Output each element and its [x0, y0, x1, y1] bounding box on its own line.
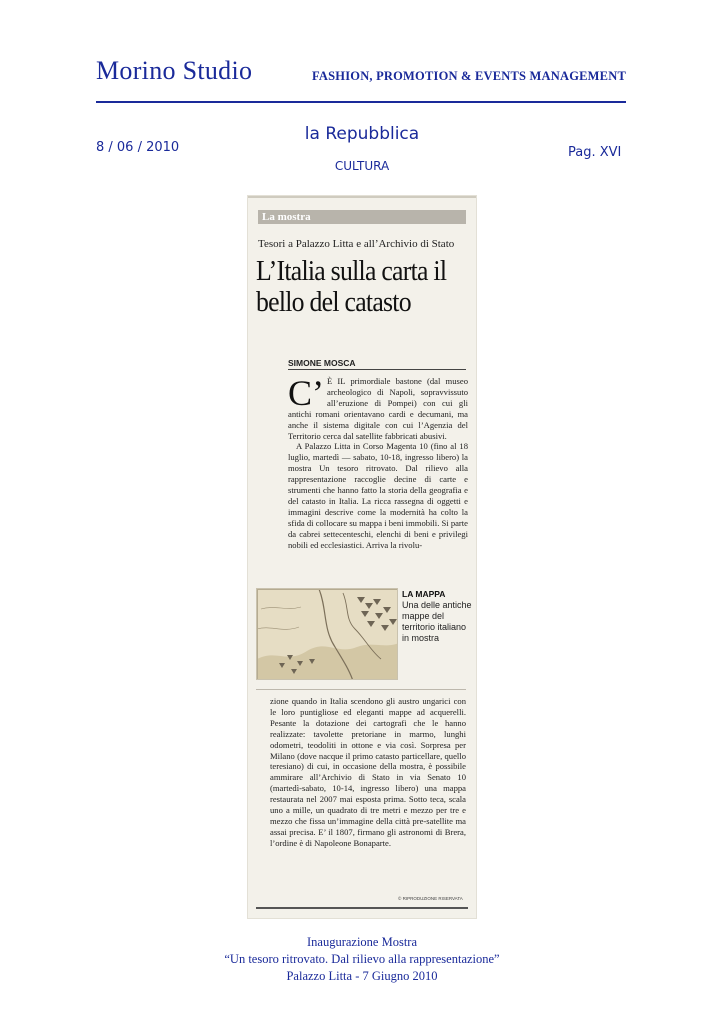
newspaper-clipping [248, 196, 476, 918]
article-paragraph: A Palazzo Litta in Corso Magenta 10 (fino al 18 luglio, martedì — sabato, 10-18, ingresso libero) la mostra Un tesoro ritrovato. Dal rilievo alla rappresentazione raccoglie decine di carte e strumenti che hanno fatto la storia della geografia e del catasto in Italia. La ricca rassegna di oggetti e immagini descrive come la modernità ha colto la sfida di collocare su mappa i beni immobili. Si parte da cabrei settecenteschi, elenchi di beni e privilegi nobili ed ecclesiastici. Arriva la rivolu- [288, 441, 468, 550]
reproduction-note: © RIPRODUZIONE RISERVATA [398, 896, 463, 901]
article-headline: L’Italia sulla carta il bello del catasto [256, 256, 447, 318]
antique-map-image [256, 588, 398, 680]
clipping-bottom-rule [256, 907, 468, 909]
newspaper-section: CULTURA [334, 159, 390, 173]
publication-date: 8 / 06 / 2010 [96, 140, 180, 155]
article-kicker: La mostra [262, 211, 311, 223]
footer-event-title: Inaugurazione Mostra [306, 935, 418, 949]
article-subhead: Tesori a Palazzo Litta e all’Archivio di Stato [258, 238, 455, 250]
footer-venue-date: Palazzo Litta - 7 Giugno 2010 [286, 969, 438, 983]
article-column-1 [288, 373, 468, 551]
article-paragraph: È IL primordiale bastone (dal museo archeologico di Napoli, sopravvissuto all’eruzione di Pompei) con cui gli antichi romani orientavano cardi e decumani, ma anche il sistema digitale con cui l’Agenzia del Territorio cerca dal satellite fabbricati abusivi. [288, 376, 468, 441]
article-column-2 [270, 696, 466, 849]
byline-divider [288, 369, 466, 370]
brand-tagline: FASHION, PROMOTION & EVENTS MANAGEMENT [312, 69, 626, 83]
article-byline: SIMONE MOSCA [288, 358, 356, 368]
article-paragraph: zione quando in Italia scendono gli austro ungarici con le loro puntigliose ed eleganti mappe ad acquerelli. Pesante la dotazione dei cartografi che le hanno realizzate: tavolette pretoriane in marmo, lunghi odometri, teodoliti in ottone e via così. Sorpresa per Milano (dove nacque il primo catasto particellare, quello teresiano) di cui, in occasione della mostra, è possibile ammirare all’Archivio di Stato in via Senato 10 (martedì-sabato, 10-14, ingresso libero) una mappa restaurata nel 2007 mai esposta prima. Sotto teca, scala uno a mille, un quadrato di tre metri e mezzo per tre e mezzo che fissa un’immagine della città pre-satellite ma assai precisa. E’ il 1807, firmano gli astronomi di Brera, l’ordine è di Napoleone Bonaparte. [270, 696, 466, 848]
header-divider [96, 101, 626, 103]
antique-map-illustration [257, 589, 398, 680]
map-caption: Una delle antiche mappe del territorio italiano in mostra [402, 600, 472, 643]
footer-exhibition-name: “Un tesoro ritrovato. Dal rilievo alla rappresentazione” [224, 952, 500, 966]
map-label: LA MAPPA [402, 589, 446, 599]
clipping-top-edge [248, 196, 476, 198]
brand-name: Morino Studio [96, 56, 253, 85]
newspaper-name: la Repubblica [304, 124, 420, 144]
page-number: Pag. XVI [568, 145, 622, 160]
column-divider [256, 689, 466, 690]
article-dropcap: C’ [288, 373, 324, 413]
